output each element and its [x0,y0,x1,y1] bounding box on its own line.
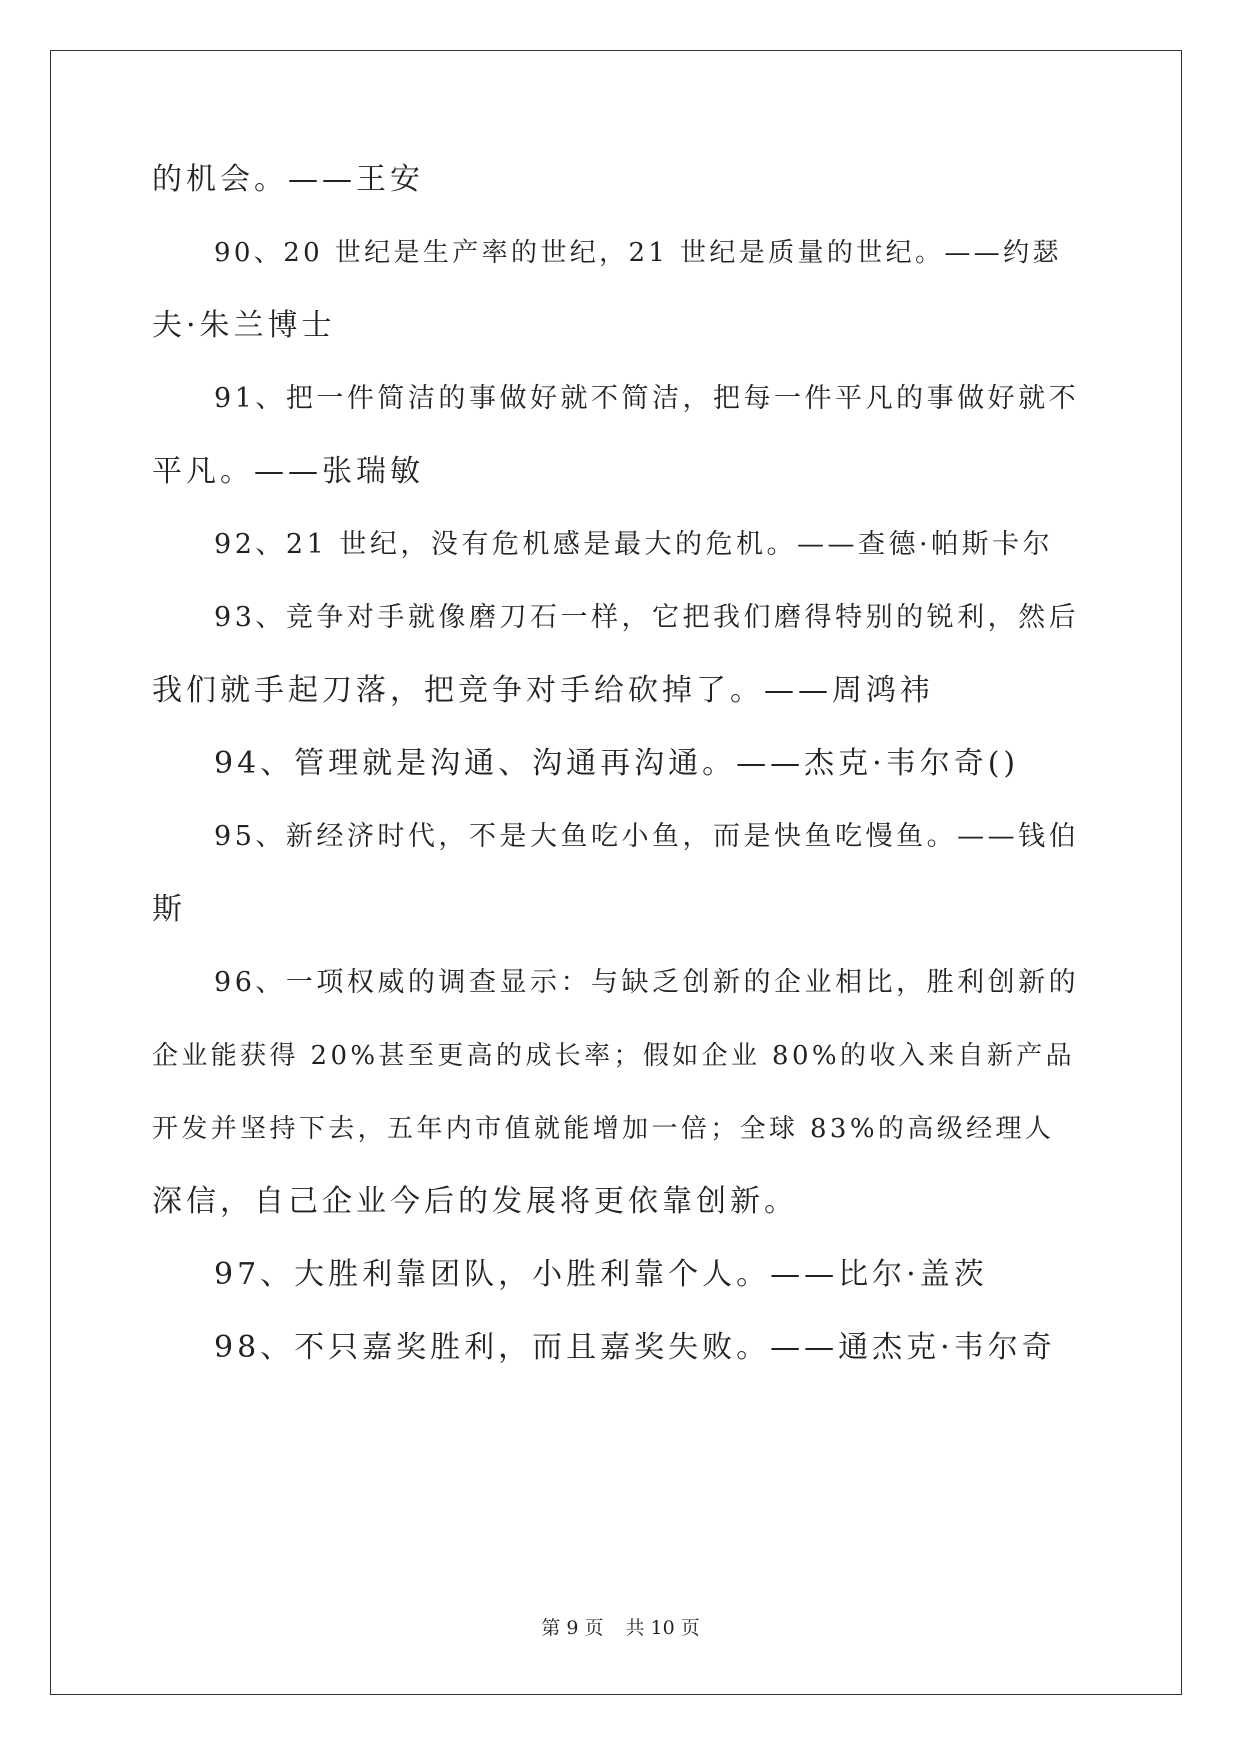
text-line: 斯 [152,892,186,927]
page-footer [0,1616,1241,1640]
total-pages: 共 10 页 [625,1617,700,1639]
text-line: 的机会。——王安 [152,162,424,197]
page-number: 第 9 页 [541,1617,604,1639]
text-line: 深信，自己企业今后的发展将更依靠创新。 [152,1184,798,1219]
quote-98: 98、不只嘉奖胜利，而且嘉奖失败。——通杰克·韦尔奇 [214,1330,1056,1365]
quote-92: 92、21 世纪，没有危机感是最大的危机。——查德·帕斯卡尔 [214,529,1054,560]
quote-96: 96、一项权威的调查显示：与缺乏创新的企业相比，胜利创新的 [214,967,1080,998]
text-line: 夫·朱兰博士 [152,308,336,343]
quote-93: 93、竞争对手就像磨刀石一样，它把我们磨得特别的锐利，然后 [214,602,1080,633]
quote-94: 94、管理就是沟通、沟通再沟通。——杰克·韦尔奇() [214,746,1020,781]
quote-97: 97、大胜利靠团队，小胜利靠个人。——比尔·盖茨 [214,1257,988,1292]
text-line: 平凡。——张瑞敏 [152,454,424,489]
text-line: 开发并坚持下去，五年内市值就能增加一倍；全球 83%的高级经理人 [152,1114,1055,1144]
quote-95: 95、新经济时代，不是大鱼吃小鱼，而是快鱼吃慢鱼。——钱伯 [214,821,1080,852]
quote-90: 90、20 世纪是生产率的世纪，21 世纪是质量的世纪。——约瑟 [214,238,1062,268]
text-line: 我们就手起刀落，把竞争对手给砍掉了。——周鸿祎 [152,673,934,708]
text-line: 企业能获得 20%甚至更高的成长率；假如企业 80%的收入来自新产品 [152,1041,1076,1071]
quote-91: 91、把一件简洁的事做好就不简洁，把每一件平凡的事做好就不 [214,383,1080,414]
page-border [50,50,1182,1695]
